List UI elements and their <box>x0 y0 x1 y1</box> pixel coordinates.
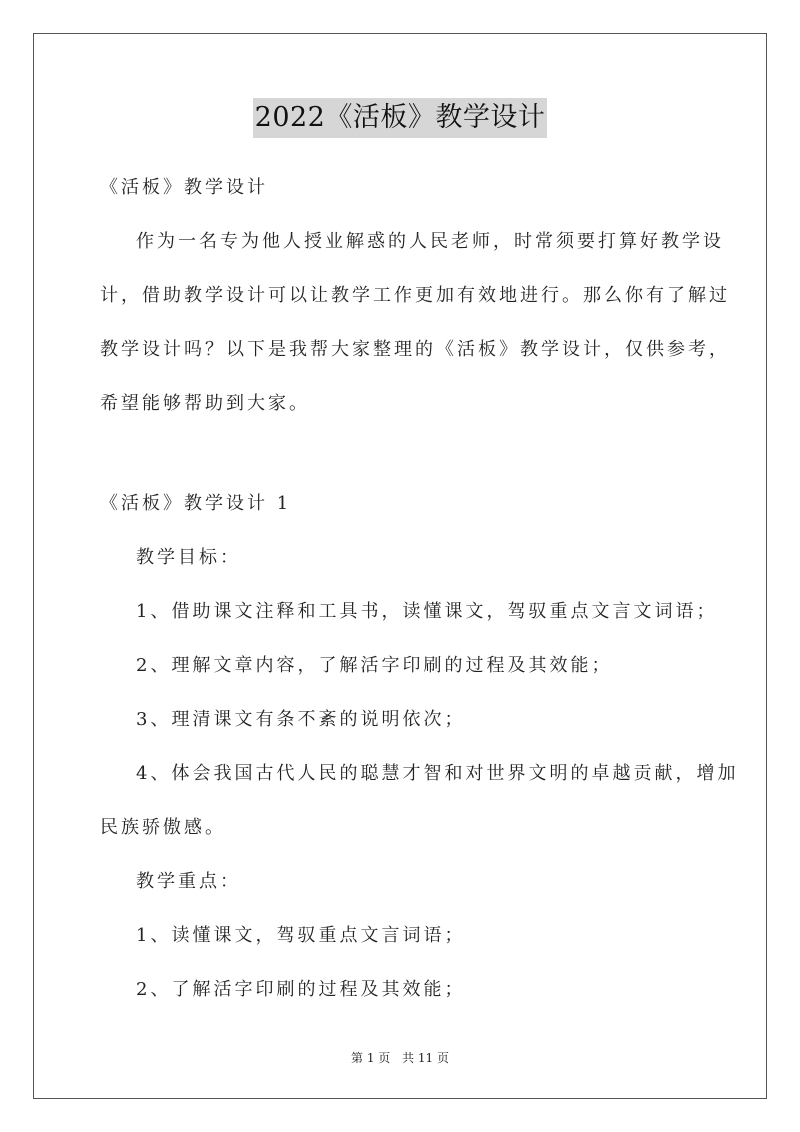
page-number: 第 1 页 <box>351 1051 391 1065</box>
intro-line: 作为一名专为他人授业解惑的人民老师，时常须要打算好教学设 <box>136 231 724 252</box>
page-total: 共 11 页 <box>402 1051 449 1065</box>
document-title: 2022《活板》教学设计 <box>253 98 548 138</box>
intro-line: 希望能够帮助到大家。 <box>100 393 310 414</box>
goal-item: 2、理解文章内容，了解活字印刷的过程及其效能； <box>136 655 613 676</box>
goal-item: 1、借助课文注释和工具书，读懂课文，驾驭重点文言文词语； <box>136 601 718 622</box>
title-block <box>0 98 800 138</box>
goal-item-continuation: 民族骄傲感。 <box>100 817 226 838</box>
key-point-item: 2、了解活字印刷的过程及其效能； <box>136 979 466 1000</box>
key-points-heading: 教学重点： <box>136 871 241 892</box>
goal-item: 4、体会我国古代人民的聪慧才智和对世界文明的卓越贡献，增加 <box>136 763 739 784</box>
goal-item: 3、理清课文有条不紊的说明依次； <box>136 709 466 730</box>
intro-line: 教学设计吗？以下是我帮大家整理的《活板》教学设计，仅供参考， <box>100 339 730 360</box>
goals-heading: 教学目标： <box>136 547 241 568</box>
intro-line: 计，借助教学设计可以让教学工作更加有效地进行。那么你有了解过 <box>100 285 730 306</box>
key-point-item: 1、读懂课文，驾驭重点文言词语； <box>136 925 466 946</box>
page-footer <box>0 1050 800 1066</box>
section-heading: 《活板》教学设计 1 <box>100 493 292 514</box>
document-subtitle: 《活板》教学设计 <box>100 177 268 198</box>
